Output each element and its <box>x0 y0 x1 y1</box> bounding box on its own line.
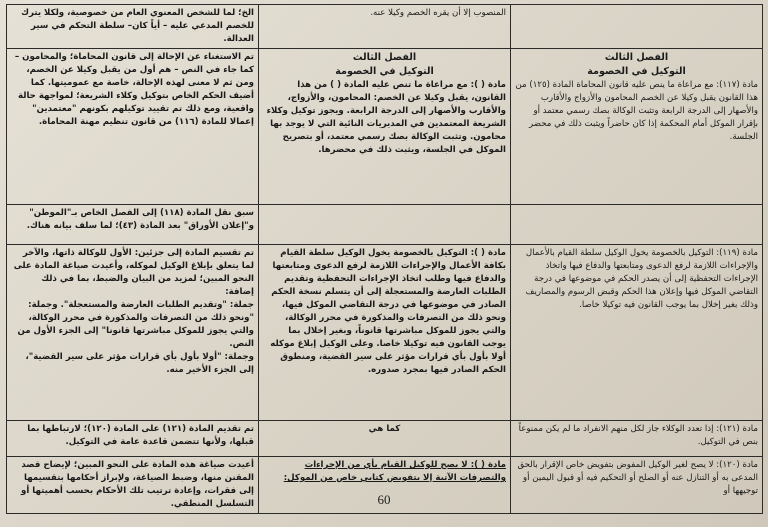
chapter-heading: الفصل الثالث <box>604 52 669 63</box>
justification-text: تم تقديم المادة (١٢١) على المادة (١٢٠)؛ لارتباطها بما قبلها، ولأنها تتضمن قاعدة عامة في التوكيل. <box>27 424 254 447</box>
row3-mid-cell <box>259 205 511 245</box>
row3-left-cell <box>7 205 259 245</box>
article-text: مادة (١١٧): مع مراعاة ما ينص عليه قانون المحاماة المادة (١٢٥) من هذا القانون يقبل وكيلا عن الخصم المحامون والأزواج والأقارب والأصهار إلى الدرجة الرابعة وتثبت الوكالة بصك رسمي معتمد أو بإقرار الموكل أمام المحكمة إذا كان حاضراً ويثبت ذلك في محضر الجلسة. <box>515 80 758 142</box>
justification-text: سبق نقل المادة (١١٨) إلى الفصل الخاص بـ"الموطن" و"إعلان الأوراق" بعد المادة (٤٣)؛ لما سلف بيانه هناك. <box>26 208 254 231</box>
proposed-article-text: مادة ( ): لا يصح للوكيل القيام بأي من الإجراءات والتصرفات الآتية إلا بتفويض كتابي خاص من الموكل: <box>283 460 506 483</box>
table-row <box>7 205 763 245</box>
justification-text: أعيدت صياغة هذه المادة على النحو المبين؛ لإيضاح قصد المقنن منها، وضبط الصياغة، ولإبراز أحكامها بتقسيمها إلى فقرات، وإعادة ترتيب تلك الأحكام بحسب أهميتها أو التسلسل المنطقي. <box>20 460 254 509</box>
comparison-table <box>6 4 763 514</box>
article-text: مادة (١١٩): التوكيل بالخصومة يخول الوكيل سلطة القيام بالأعمال والإجراءات اللازمة لرفع الدعوى ومتابعتها والدفاع فيها واتخاذ الإجراءات التحفظية إلى أن يصدر الحكم في موضوعها في درجة التقاضي الموكل فيها وإعلان هذا الحكم وقبض الرسوم والمصاريف وذلك بغير إخلال بما يوجب القانون فيه توكيلا خاصا. <box>525 248 758 310</box>
row4-mid-cell <box>259 245 511 421</box>
table-row <box>7 245 763 421</box>
row2-mid-cell <box>259 49 511 205</box>
article-text: مادة (١٢١): إذا تعدد الوكلاء جاز لكل منهم الانفراد ما لم يكن ممنوعاً بنص في التوكيل. <box>518 424 758 447</box>
proposed-article-text: مادة ( ): التوكيل بالخصومة يخول الوكيل سلطة القيام بكافة الأعمال والإجراءات اللازمة لرفع الدعوى ومتابعتها والدفاع فيها وطلب اتخاذ الإجراءات التحفظية وتقديم الطلبات العارضة والمستعجلة إلى أن يتسلم نسخة الحكم الصادر في موضوعها في درجة التقاضي الموكل فيها، ونحو ذلك من التصرفات والمذكورة في محرر الوكالة، والتي يجوز للموكل مباشرتها قانوناً، وبغير إخلال بما يوجب القانون فيه توكيلا خاصا. وعلى الوكيل إبلاغ موكله أولا بأول بأي قرارات مؤثر على سير القضية، ومنطوق الحكم الصادر فيها بمجرد صدوره. <box>270 248 506 375</box>
page-number: 60 <box>377 492 391 507</box>
table-row <box>7 421 763 457</box>
chapter-subheading: التوكيل في الخصومة <box>587 66 686 77</box>
proposed-article-text: مادة ( ): مع مراعاة ما تنص عليه المادة ( ) من هذا القانون، يقبل وكيلا عن الخصم: المحامون، والأزواج، والأقارب والأصهار إلى الدرجة الرابعة. ويجوز توكيل وكلاء الشريعة المعتمدين في المديريات النائية التي لا يوجد بها محامون. وتثبت الوكالة بصك رسمي معتمد، أو بتصريح الموكل في الجلسة، ويثبت ذلك في محضرها. <box>266 80 506 155</box>
table-row <box>7 5 763 49</box>
row1-mid-cell: المنصوب إلا أن يقره الخصم وكيلا عنه. <box>259 5 511 49</box>
chapter-heading: الفصل الثالث <box>352 52 417 63</box>
row5-right-cell <box>511 421 763 457</box>
list-item: وجملة: "أولا بأول بأي قرارات مؤثر على سير القضية"، إلى الجزء الأخير منه. <box>25 352 254 375</box>
row1-right-cell <box>511 5 763 49</box>
unchanged-note: كما هي <box>368 424 401 434</box>
row2-left-cell <box>7 49 259 205</box>
row3-right-cell <box>511 205 763 245</box>
chapter-subheading: التوكيل في الخصومة <box>335 66 434 77</box>
justification-text: تم تقسيم المادة إلى جزئين: الأول للوكالة ذاتها، والآخر لما يتعلق بإبلاغ الوكيل لموكله، وأعيدت صياغة المادة على النحو المبين؛ لمزيد من البيان والضبط، بما في ذلك إضافة: <box>13 248 254 297</box>
justification-text: تم الاستغناء عن الإحالة إلى قانون المحاماة؛ والمحامون – كما جاء في النص – هم أول من يقبل وكيلا عن الخصم، ومن ثم لا معنى لهذه الإحالة، خاصة مع عموميتها. كما أضيف الحكم الخاص بتوكيل وكلاء الشريعة؛ لمواجهة حالة واقعية، ومع ذلك تم تقييد توكيلهم بكونهم "معتمدين" إعمالا للمادة (١١٦) من قانون تنظيم مهنة المحاماة. <box>14 52 254 127</box>
row4-left-cell <box>7 245 259 421</box>
row1-left-cell: الخ؛ لما للشخص المعنوي العام من خصوصية، ولكلا يترك للخصم المدعي عليه – أياً كان– سلطة التحكم في سير العدالة. <box>7 5 259 49</box>
table-row <box>7 49 763 205</box>
row5-mid-cell <box>259 421 511 457</box>
row5-left-cell <box>7 421 259 457</box>
list-item: جملة: "وتقديم الطلبات العارضة والمستعجلة". وجملة: "ونحو ذلك من التصرفات والمذكورة في محرر الوكالة، والتي يجوز للموكل مباشرتها قانونا" إلى الجزء الأول من النص. <box>17 300 254 349</box>
row2-right-cell <box>511 49 763 205</box>
row4-right-cell <box>511 245 763 421</box>
article-text: مادة (١٢٠): لا يصح لغير الوكيل المفوض بتفويض خاص الإقرار بالحق المدعى به أو التنازل عنه أو الصلح أو التحكيم فيه أو قبول اليمين أو توجيهها أو <box>517 460 758 496</box>
